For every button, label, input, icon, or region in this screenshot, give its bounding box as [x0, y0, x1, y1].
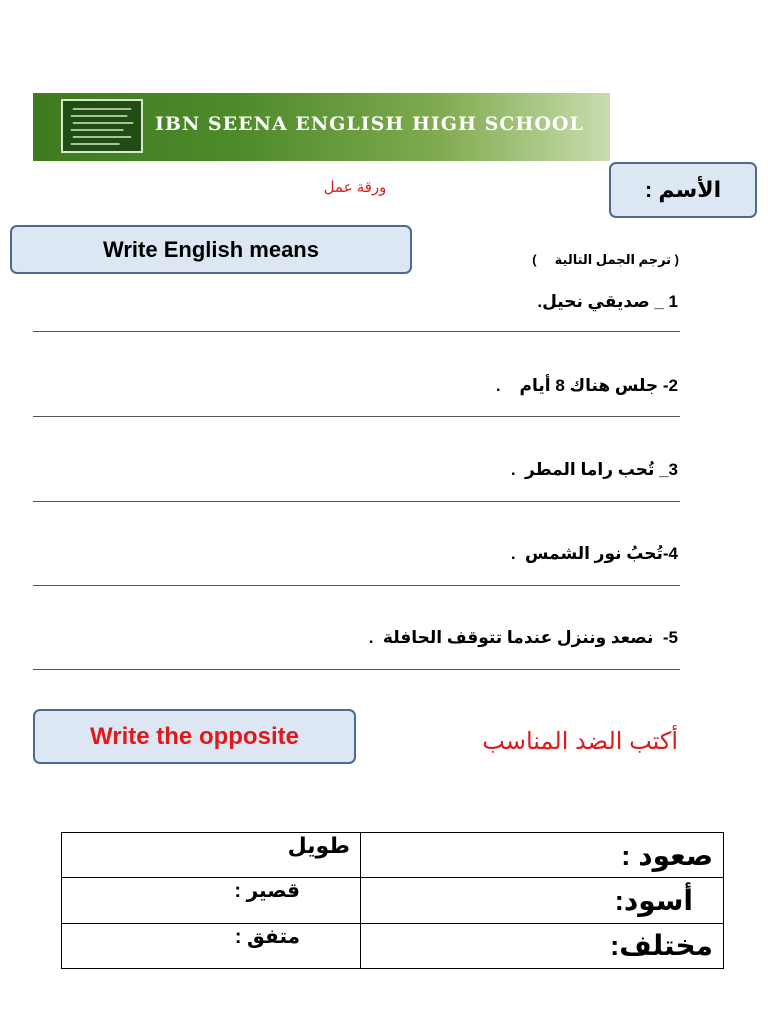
- school-banner: [33, 93, 610, 161]
- blackboard-icon: [61, 99, 143, 153]
- sentence-4: 4-تُحبُ نور الشمس .: [510, 544, 678, 563]
- name-field[interactable]: [609, 162, 757, 218]
- school-name: IBN SEENA ENGLISH HIGH SCHOOL: [155, 113, 584, 135]
- sentence-2: 2- جلس هناك 8 أيام .: [495, 376, 678, 395]
- answer-line-1[interactable]: [33, 331, 680, 332]
- answer-line-2[interactable]: [33, 416, 680, 417]
- table-row: [62, 923, 724, 968]
- answer-line-3[interactable]: [33, 501, 680, 502]
- opposite-answer-3[interactable]: متفق :: [62, 923, 361, 968]
- opposites-table: [61, 832, 724, 969]
- sentence-5: 5- نصعد وننزل عندما تتوقف الحافلة .: [368, 628, 678, 647]
- opposite-answer-2[interactable]: قصير :: [62, 878, 361, 923]
- sentence-1: 1 _ صديقي نحيل.: [537, 292, 678, 311]
- write-english-means-label: Write English means: [10, 225, 412, 274]
- sentence-3: 3_ تُحب راما المطر .: [510, 460, 678, 479]
- write-the-opposite-label: Write the opposite: [33, 709, 356, 764]
- answer-line-5[interactable]: [33, 669, 680, 670]
- table-row: [62, 878, 724, 923]
- translate-instruction: ( ترجم الجمل التالية ): [532, 252, 679, 267]
- opposite-heading-ar: أكتب الضد المناسب: [482, 728, 678, 755]
- table-row: [62, 833, 724, 878]
- answer-line-4[interactable]: [33, 585, 680, 586]
- opposite-answer-1[interactable]: طويل: [62, 833, 361, 878]
- opposite-word-2: أسود:: [361, 878, 724, 923]
- name-label: الأسم :: [644, 177, 722, 202]
- opposite-word-1: صعود :: [361, 833, 724, 878]
- opposite-word-3: مختلف:: [361, 923, 724, 968]
- worksheet-label: ورقة عمل: [323, 179, 387, 196]
